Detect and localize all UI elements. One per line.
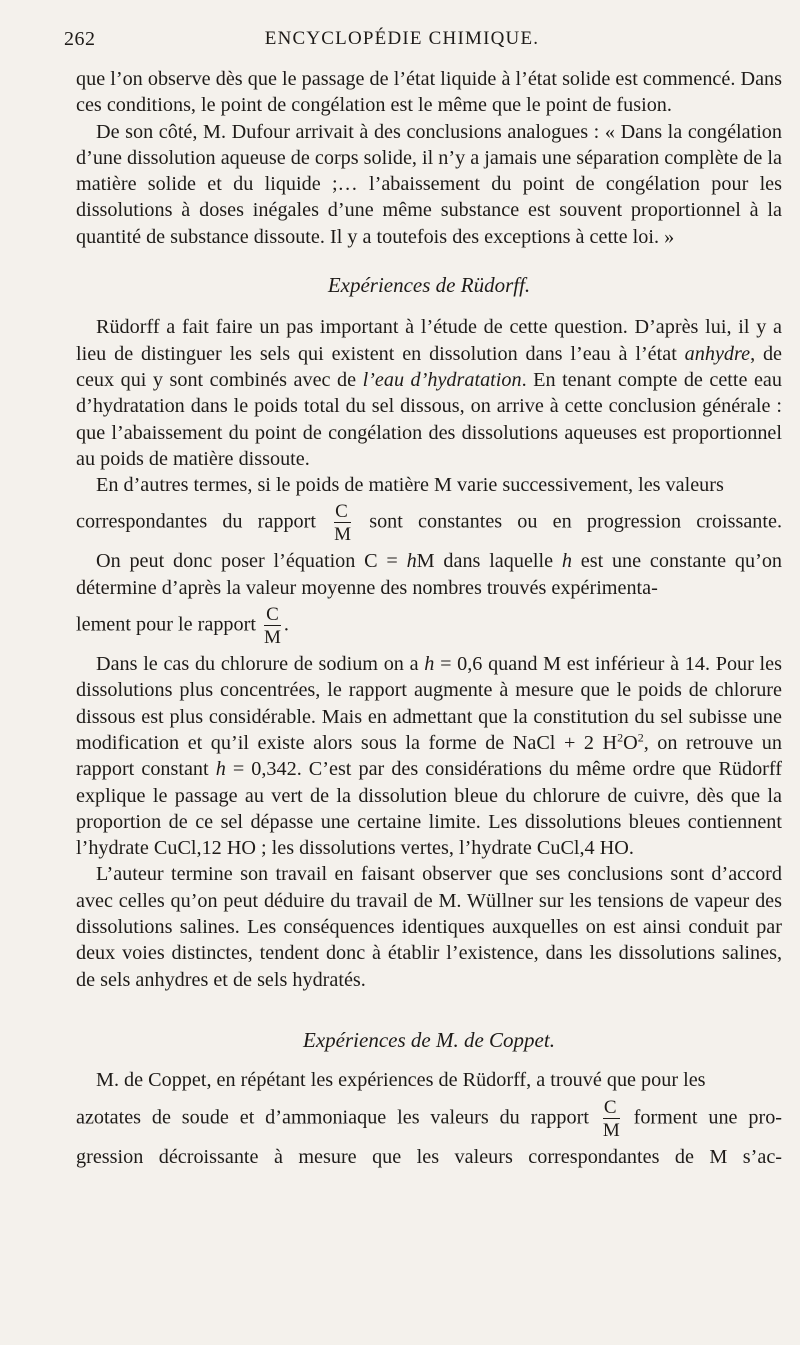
paragraph-1: que l’on observe dès que le passage de l’état liquide à l’état solide est commencé. Dans ces conditions, le point de congélation est le même que le point de fusion. <box>76 68 782 117</box>
section-heading-coppet: Expériences de M. de Coppet. <box>303 1027 555 1052</box>
italic-term: l’eau d’hydratation <box>362 368 522 391</box>
text-run: . En tenant compte de cette eau d’hydratation dans le poids total du sel dissous, on arrive à cette conclusion générale : que l’abaissement du point de congélation des dissolutions aqueuses est proportionnel au poids de matière dissoute. <box>76 368 782 470</box>
fraction-numerator: C <box>334 502 351 523</box>
fraction-numerator: C <box>264 605 281 626</box>
text-run: Rüdorff a fait faire un pas important à l’étude de cette question. D’après lui, il y a lieu de distinguer les sels qui existent en dissolution dans l’eau à l’état <box>76 316 782 365</box>
text-run: sont constantes ou en progression croissante. <box>369 511 783 534</box>
variable-h: h <box>406 550 417 573</box>
text-run: On peut donc poser l’équation C = <box>96 550 407 573</box>
text-run: = 0,342. C’est par des considérations du même ordre que Rüdorff explique le passage au vert de la dissolution bleue du chlorure de cuivre, dès que la proportion de ce sel dépasse une certaine limite. Les dissolutions bleues contiennent l’hydrate CuCl,12 HO ; les dissolutions vertes, l’hydrate CuCl,4 HO. <box>76 758 782 860</box>
section-heading-rudorff: Expériences de Rüdorff. <box>327 273 531 298</box>
text-run: . <box>283 613 289 636</box>
paragraph-dufour: De son côté, M. Dufour arrivait à des conclusions analogues : « Dans la congélation d’une dissolution aqueuse de corps solide, il n’y a jamais une séparation complète de la matière solide et du liquide ;… l’abaissement du point de congélation pour les dissolutions à doses inégales d’une même substance est souvent proportionnel à la quantité de substance dissoute. Il y a toutefois des exceptions à cette loi. » <box>76 120 782 248</box>
page-number: 262 <box>64 28 96 50</box>
variable-h: h <box>561 550 572 573</box>
text-run: correspondantes du rapport <box>76 511 316 534</box>
variable-h: h <box>215 758 226 781</box>
paragraph-wullner: L’auteur termine son travail en faisant observer que ses conclusions sont d’accord avec celles qu’on peut déduire du travail de M. Wüllner sur les tensions de vapeur des dissolutions salines. Les conséquences identiques auxquelles on est ainsi conduit par deux voies distinctes, tendent donc à établir l’existence, dans les dissolutions salines, de sels anhydres et de sels hydratés. <box>76 863 782 991</box>
fraction-denominator: M <box>264 627 281 649</box>
paragraph-coppet: M. de Coppet, en répétant les expériences de Rüdorff, a trouvé que pour les <box>96 1069 706 1092</box>
fraction-denominator: M <box>602 1119 620 1141</box>
text-run: est une constante qu’on détermine d’après la valeur moyenne des nombres trouvés expérimenta- <box>76 550 783 599</box>
text-run: M dans laquelle <box>416 550 562 573</box>
fraction-numerator: C <box>603 1098 620 1119</box>
paragraph-equation <box>76 548 782 601</box>
variable-h: h <box>424 653 435 676</box>
running-title: ENCYCLOPÉDIE CHIMIQUE. <box>264 28 540 49</box>
superscript: 2 <box>617 730 624 745</box>
text-run: , de ceux qui y sont combinés avec de <box>76 342 782 391</box>
text-run: azotates de soude et d’ammoniaque les valeurs du rapport <box>76 1106 589 1129</box>
text-run: , on retrouve un rapport constant <box>76 731 782 781</box>
text-run: = 0,6 quand M est inférieur à 14. Pour les dissolutions plus concentrées, le rapport augmente à mesure que le poids de chlorure dissous est plus considérable. Mais en admettant que la constitution du sel subisse une modification et qu’il existe alors sous la forme de NaCl + 2 H <box>76 653 782 754</box>
ratio-line-3 <box>76 1098 782 1140</box>
paragraph-other-terms: En d’autres termes, si le poids de matière M varie successivement, les valeurs <box>96 474 724 497</box>
text-run: Dans le cas du chlorure de sodium on a <box>96 653 425 676</box>
paragraph-rudorff <box>76 314 782 472</box>
fraction-denominator: M <box>334 524 352 546</box>
paragraph-sodium-chloride <box>76 651 782 861</box>
text-run: O <box>623 731 638 754</box>
text-run: lement pour le rapport <box>76 613 256 636</box>
paragraph-coppet-continued: gression décroissante à mesure que les valeurs correspondantes de M s’ac- <box>76 1145 782 1168</box>
superscript: 2 <box>637 730 644 745</box>
page-header <box>64 28 780 58</box>
fraction-c-over-m <box>334 502 351 544</box>
text-run: forment une pro- <box>633 1106 783 1129</box>
fraction-c-over-m <box>603 1098 620 1140</box>
ratio-line <box>76 502 782 544</box>
page-body <box>76 66 782 1170</box>
fraction-c-over-m <box>264 605 281 647</box>
italic-term: anhydre <box>684 342 751 365</box>
ratio-line-2 <box>76 605 782 647</box>
